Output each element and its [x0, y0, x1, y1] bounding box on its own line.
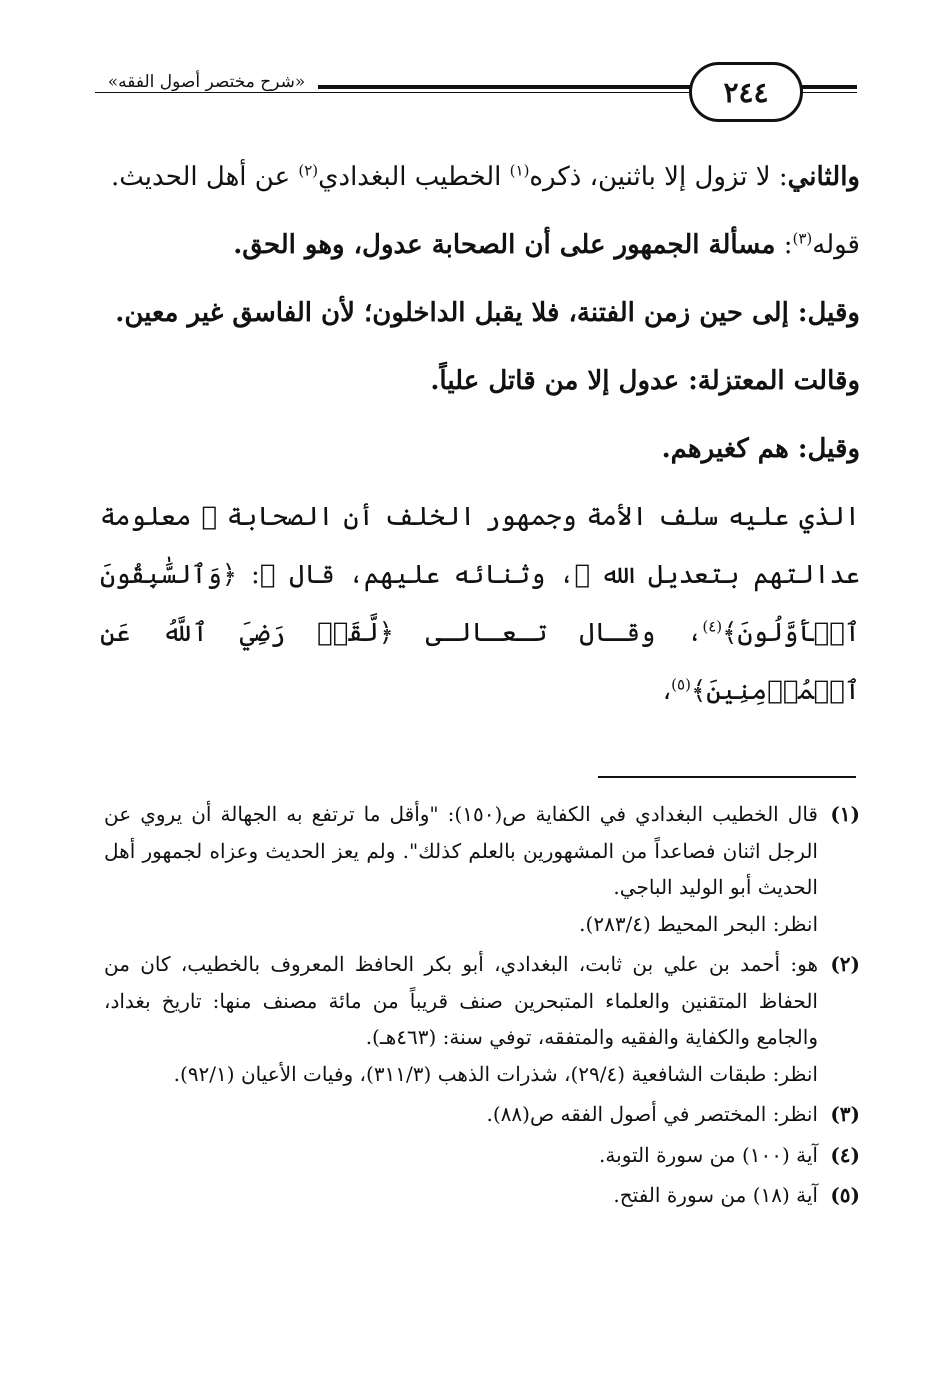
text-run: ، وقـال تـعـالـى ﴿لَّقَدۡ رَضِيَ ٱللَّهُ عَنِ ٱلۡمُؤۡمِنِينَ﴾ [100, 618, 860, 706]
paragraph [100, 148, 860, 206]
footnote-ref[interactable]: (٣) [792, 229, 813, 248]
text-run: الذي عليه سلف الأمة وجمهور الخلف أن الصحابة ﷺ معلومة عدالتهم بتعديل الله ﷻ، وثنائه عليهم، قال ﷻ: ﴿وَٱلسَّٰبِقُونَ ٱلۡأَوَّلُونَ﴾ [100, 502, 861, 648]
footnote-ref[interactable]: (٥) [671, 675, 691, 694]
footnotes [104, 796, 860, 1214]
footnote-line: آية (١٨) من سورة الفتح. [613, 1183, 818, 1207]
footnote-line: قال الخطيب البغدادي في الكفاية ص(١٥٠): "وأقل ما ترتفع به الجهالة أن يروي عن الرجل اثنان فصاعداً من المشهورين بالعلم كذلك". ولم يعز الحديث وعزاه لجمهور أهل الحديث أبو الوليد الباجي. [104, 802, 818, 899]
footnote-body [104, 946, 818, 1092]
footnote [104, 1096, 860, 1133]
page-header [95, 62, 855, 124]
footnote-line: انظر: طبقات الشافعية (٢٩/٤)، شذرات الذهب (٣١١/٣)، وفيات الأعيان (٩٢/١). [173, 1061, 818, 1086]
footnote-line: هو: أحمد بن علي بن ثابت، البغدادي، أبو بكر الحافظ المعروف بالخطيب، كان من الحفاظ المتقنين والعلماء المتبحرين صنف قريباً من مائة مصنف منها: تاريخ بغداد، والجامع والكفاية والفقيه والمتفقه، توفي سنة: (٤٦٣هـ). [104, 952, 818, 1049]
footnote-separator [598, 776, 856, 778]
running-title: «شرح مختصر أصول الفقه» [95, 72, 318, 92]
footnote-body [104, 1096, 818, 1133]
footnote-number: (٢) [830, 952, 860, 976]
footnote-line: انظر: البحر المحيط (٢٨٣/٤). [579, 911, 818, 936]
matn-text: مسألة الجمهور على أن الصحابة عدول، وهو الحق. [233, 230, 776, 260]
footnote-line: آية (١٠٠) من سورة التوبة. [599, 1142, 818, 1167]
footnote-ref[interactable]: (٢) [298, 161, 319, 180]
footnote-ref[interactable]: (١) [509, 161, 530, 180]
footnote-number: (٥) [830, 1183, 860, 1207]
matn-paragraph: وقالت المعتزلة: عدول إلا من قاتل علياً. [430, 366, 860, 396]
page-number: ٢٤٤ [689, 62, 803, 122]
bold-lead: والثاني [787, 162, 860, 192]
commentary-paragraph [100, 488, 860, 720]
footnote-line: انظر: المختصر في أصول الفقه ص(٨٨). [486, 1102, 818, 1126]
matn-paragraph: وقيل: هم كغيرهم. [661, 434, 860, 464]
footnote [104, 946, 860, 1092]
header-rule [795, 85, 857, 89]
footnote [104, 796, 860, 942]
footnote-number: (٣) [830, 1102, 860, 1126]
text-run: ، [662, 676, 672, 706]
header-rule [95, 92, 691, 93]
header-rule [795, 92, 857, 93]
footnote-body [104, 796, 818, 942]
text-run: الخطيب البغدادي [318, 162, 510, 192]
footnote [104, 1137, 860, 1174]
footnote [104, 1177, 860, 1214]
text-run: قوله [812, 230, 860, 260]
text-run: : لا تزول إلا باثنين، ذكره [529, 162, 788, 192]
footnote-ref[interactable]: (٤) [702, 617, 723, 636]
main-text [100, 148, 860, 720]
footnote-body [104, 1137, 818, 1174]
footnote-number: (٤) [830, 1142, 860, 1167]
paragraph [100, 216, 860, 274]
footnote-body [104, 1177, 818, 1214]
text-run: : [775, 230, 793, 260]
matn-paragraph: وقيل: إلى حين زمن الفتنة، فلا يقبل الداخلون؛ لأن الفاسق غير معين. [115, 298, 860, 328]
text-run: عن أهل الحديث. [111, 162, 299, 192]
footnote-number: (١) [830, 802, 860, 826]
